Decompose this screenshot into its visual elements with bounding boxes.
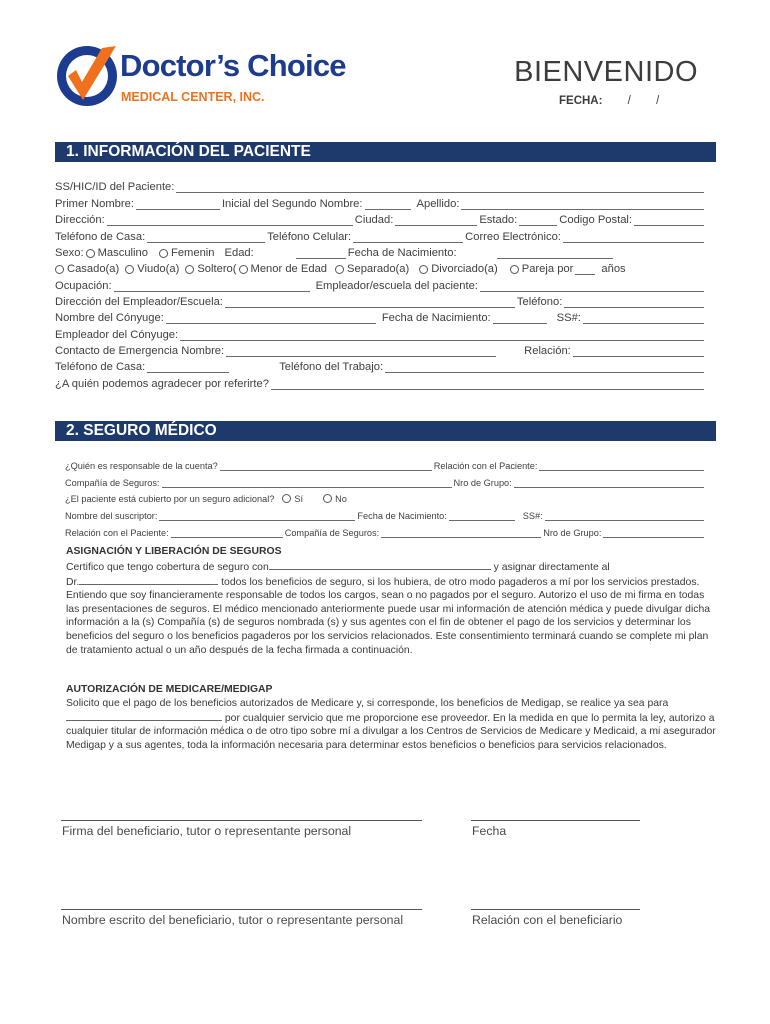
partner-years-field[interactable] — [575, 264, 595, 275]
section-patient-info-header: 1. INFORMACIÓN DEL PACIENTE — [55, 142, 716, 162]
row-spouse-employer — [55, 325, 706, 341]
responsible-label: ¿Quién es responsable de la cuenta? — [65, 461, 218, 471]
row-emergency — [55, 341, 706, 357]
yes-radio[interactable] — [282, 494, 291, 503]
row-ss-id — [55, 177, 706, 193]
relation-patient2-label: Relación con el Paciente: — [65, 528, 169, 538]
divorced-radio[interactable] — [419, 265, 428, 274]
address-label: Dirección: — [55, 214, 105, 226]
row-responsible — [65, 457, 706, 471]
group-number2-label: Nro de Grupo: — [543, 528, 602, 538]
home-phone-field[interactable] — [147, 232, 265, 243]
assignment-text-4: todos los beneficios de seguro, si los hubiera, de otro modo pagaderos a mí por los servicios prestados. Entiendo que soy financieramente responsable de todos los cargos, sean o no pagados por el seguro. Autorizo el uso de mi firma en todas las presentaciones de seguros. El médico mencionado anteriormente puede usar mi información de atención médica y puede divulgar dicha información a la (s) Compañía (s) de seguros nombrada (s) y sus agentes con el fin de obtener el pago de los servicios y determinar los beneficios del seguro o los beneficios pagaderos por los servicios relacionados. Este consentimiento terminará cuando se complete mi plan de tratamiento actual o un año después de la fecha firmada a continuación. — [66, 576, 711, 656]
email-label: Correo Electrónico: — [465, 231, 561, 243]
spouse-name-label: Nombre del Cónyuge: — [55, 312, 164, 324]
row-emergency-phones — [55, 357, 706, 373]
header-date-label: FECHA: — [559, 95, 603, 107]
state-field[interactable] — [519, 215, 557, 226]
row-subscriber — [65, 507, 706, 521]
spouse-employer-label: Empleador del Cónyuge: — [55, 329, 179, 341]
employer-phone-field[interactable] — [564, 297, 704, 308]
age-label: Edad: — [224, 247, 254, 259]
subscriber-field[interactable] — [159, 510, 355, 521]
cell-phone-field[interactable] — [353, 232, 463, 243]
medicare-text-2: por cualquier servicio que me proporcione ese proveedor. En la medida en que lo permita la ley, autorizo a cualquier titular de información médica o de otro tipo sobre mí a divulgar a los Centros de Servicios de Medicare y Medicaid, a mi asegurador Medigap y a sus agentes, toda la información necesaria para determinar estos beneficios o beneficios para servicios relacionados. — [66, 712, 716, 751]
logo-subtitle: MEDICAL CENTER, INC. — [121, 90, 265, 104]
years-label: años — [601, 263, 626, 275]
spouse-birth-label: Fecha de Nacimiento: — [381, 312, 491, 324]
insurance-company-field[interactable] — [162, 477, 452, 488]
ss-id-label: SS/HIC/ID del Paciente: — [55, 181, 175, 193]
row-marital-status — [55, 259, 706, 275]
spouse-birth-field[interactable] — [493, 313, 547, 324]
row-address — [55, 210, 706, 226]
spouse-name-field[interactable] — [166, 313, 376, 324]
email-field[interactable] — [563, 232, 704, 243]
responsible-field[interactable] — [220, 460, 432, 471]
zip-label: Codigo Postal: — [559, 214, 633, 226]
widowed-label: Viudo(a) — [137, 263, 180, 275]
city-field[interactable] — [395, 215, 477, 226]
spouse-employer-field[interactable] — [180, 330, 704, 341]
medicare-provider-field[interactable] — [66, 711, 222, 721]
row-referral — [55, 374, 706, 390]
assignment-text-2: y asignar directamente al — [493, 562, 610, 573]
emergency-relation-label: Relación: — [524, 345, 571, 357]
birth-date-field[interactable] — [497, 248, 613, 259]
row-phones — [55, 227, 706, 243]
assignment-text-1: Certifico que tengo cobertura de seguro con — [66, 562, 269, 573]
single-radio[interactable] — [185, 265, 194, 274]
state-label: Estado: — [479, 214, 518, 226]
welcome-title: BIENVENIDO — [514, 56, 698, 88]
medicare-title: AUTORIZACIÓN DE MEDICARE/MEDIGAP — [66, 684, 273, 695]
spouse-ss-field[interactable] — [583, 313, 704, 324]
middle-initial-label: Inicial del Segundo Nombre: — [221, 198, 363, 210]
first-name-label: Primer Nombre: — [55, 198, 134, 210]
minor-label: Menor de Edad — [250, 263, 328, 275]
relation-patient-label: Relación con el Paciente: — [433, 461, 538, 471]
cell-phone-label: Teléfono Celular: — [267, 231, 352, 243]
employer-phone-label: Teléfono: — [516, 296, 563, 308]
logo — [54, 40, 344, 110]
row-spouse — [55, 308, 706, 324]
group-number-label: Nro de Grupo: — [453, 478, 512, 488]
insurance-company2-label: Compañía de Seguros: — [284, 528, 380, 538]
signature-label: Firma del beneficiario, tutor o representante personal — [62, 824, 352, 838]
header-date — [559, 95, 659, 107]
address-field[interactable] — [107, 215, 353, 226]
row-name — [55, 194, 706, 210]
employer-address-field[interactable] — [225, 297, 515, 308]
subscriber-ss-label: SS#: — [522, 511, 543, 521]
minor-radio[interactable] — [239, 265, 248, 274]
no-label: No — [335, 494, 347, 504]
spouse-ss-label: SS#: — [556, 312, 581, 324]
referral-field[interactable] — [271, 379, 704, 390]
emergency-contact-label: Contacto de Emergencia Nombre: — [55, 345, 225, 357]
employer-school-label: Empleador/escuela del paciente: — [315, 280, 478, 292]
emergency-home-phone-field[interactable] — [147, 362, 229, 373]
separated-radio[interactable] — [335, 265, 344, 274]
widowed-radio[interactable] — [125, 265, 134, 274]
emergency-contact-field[interactable] — [226, 346, 496, 357]
insurance-provider-field[interactable] — [269, 560, 491, 570]
logo-brand-text: Doctor’s Choice — [120, 48, 346, 83]
date-separator: / — [656, 95, 660, 107]
medicare-paragraph — [66, 697, 716, 752]
printed-name-line[interactable] — [61, 909, 422, 910]
doctor-name-field[interactable] — [79, 575, 218, 585]
emergency-relation-field[interactable] — [573, 346, 704, 357]
partner-label: Pareja por — [521, 263, 574, 275]
medicare-text-1: Solicito que el pago de los beneficios autorizados de Medicare y, si corresponde, los beneficios de Medigap, se realice ya sea para — [66, 698, 669, 709]
row-insurance-company — [65, 474, 706, 488]
employer-school-field[interactable] — [480, 281, 704, 292]
employer-address-label: Dirección del Empleador/Escuela: — [55, 296, 223, 308]
age-field[interactable] — [296, 248, 346, 259]
last-name-field[interactable] — [461, 199, 704, 210]
subscriber-birth-label: Fecha de Nacimiento: — [357, 511, 447, 521]
insurance-company-label: Compañía de Seguros: — [65, 478, 160, 488]
relation-patient-field[interactable] — [539, 460, 704, 471]
date-separator: / — [627, 95, 631, 107]
date-line[interactable] — [471, 820, 640, 821]
checkmark-logo-icon — [54, 40, 124, 110]
married-label: Casado(a) — [67, 263, 120, 275]
birth-date-label: Fecha de Nacimiento: — [347, 247, 457, 259]
relationship-label: Relación con el beneficiario — [472, 913, 623, 927]
section-insurance-header: 2. SEGURO MÉDICO — [55, 421, 716, 441]
single-label: Soltero( — [197, 263, 237, 275]
male-radio[interactable] — [86, 249, 95, 258]
occupation-label: Ocupación: — [55, 280, 112, 292]
middle-initial-field[interactable] — [365, 199, 411, 210]
first-name-field[interactable] — [136, 199, 220, 210]
subscriber-ss-field[interactable] — [545, 510, 704, 521]
subscriber-birth-field[interactable] — [449, 510, 515, 521]
sex-label: Sexo: — [55, 247, 84, 259]
relationship-line[interactable] — [471, 909, 640, 910]
separated-label: Separado(a) — [347, 263, 410, 275]
ss-id-field[interactable] — [176, 182, 704, 193]
referral-label: ¿A quién podemos agradecer por referirte? — [55, 378, 269, 390]
additional-insurance-label: ¿El paciente está cubierto por un seguro adicional? — [65, 494, 275, 504]
last-name-label: Apellido: — [416, 198, 460, 210]
row-secondary-insurance — [65, 524, 706, 538]
subscriber-label: Nombre del suscriptor: — [65, 511, 158, 521]
row-sex-age — [55, 243, 706, 259]
row-occupation — [55, 276, 706, 292]
group-number-field[interactable] — [514, 477, 704, 488]
home-phone-label: Teléfono de Casa: — [55, 231, 146, 243]
signature-line[interactable] — [61, 820, 422, 821]
work-phone-label: Teléfono del Trabajo: — [279, 361, 384, 373]
divorced-label: Divorciado(a) — [431, 263, 498, 275]
emergency-home-phone-label: Teléfono de Casa: — [55, 361, 146, 373]
date-label: Fecha — [472, 824, 507, 838]
assignment-text-3: Dr. — [66, 576, 80, 588]
yes-label: Sí — [294, 494, 304, 504]
assignment-title: ASIGNACIÓN Y LIBERACIÓN DE SEGUROS — [66, 546, 282, 557]
work-phone-field[interactable] — [385, 362, 704, 373]
insurance-company2-field[interactable] — [381, 527, 541, 538]
married-radio[interactable] — [55, 265, 64, 274]
female-label: Femenin — [170, 247, 215, 259]
row-additional-insurance — [65, 490, 706, 504]
female-radio[interactable] — [159, 249, 168, 258]
no-radio[interactable] — [323, 494, 332, 503]
male-label: Masculino — [97, 247, 148, 259]
relation-patient2-field[interactable] — [171, 527, 283, 538]
city-label: Ciudad: — [354, 214, 394, 226]
zip-field[interactable] — [634, 215, 704, 226]
occupation-field[interactable] — [114, 281, 310, 292]
printed-name-label: Nombre escrito del beneficiario, tutor o representante personal — [62, 913, 404, 927]
assignment-paragraph — [66, 560, 716, 657]
group-number2-field[interactable] — [603, 527, 704, 538]
row-employer-address — [55, 292, 706, 308]
partner-radio[interactable] — [510, 265, 519, 274]
